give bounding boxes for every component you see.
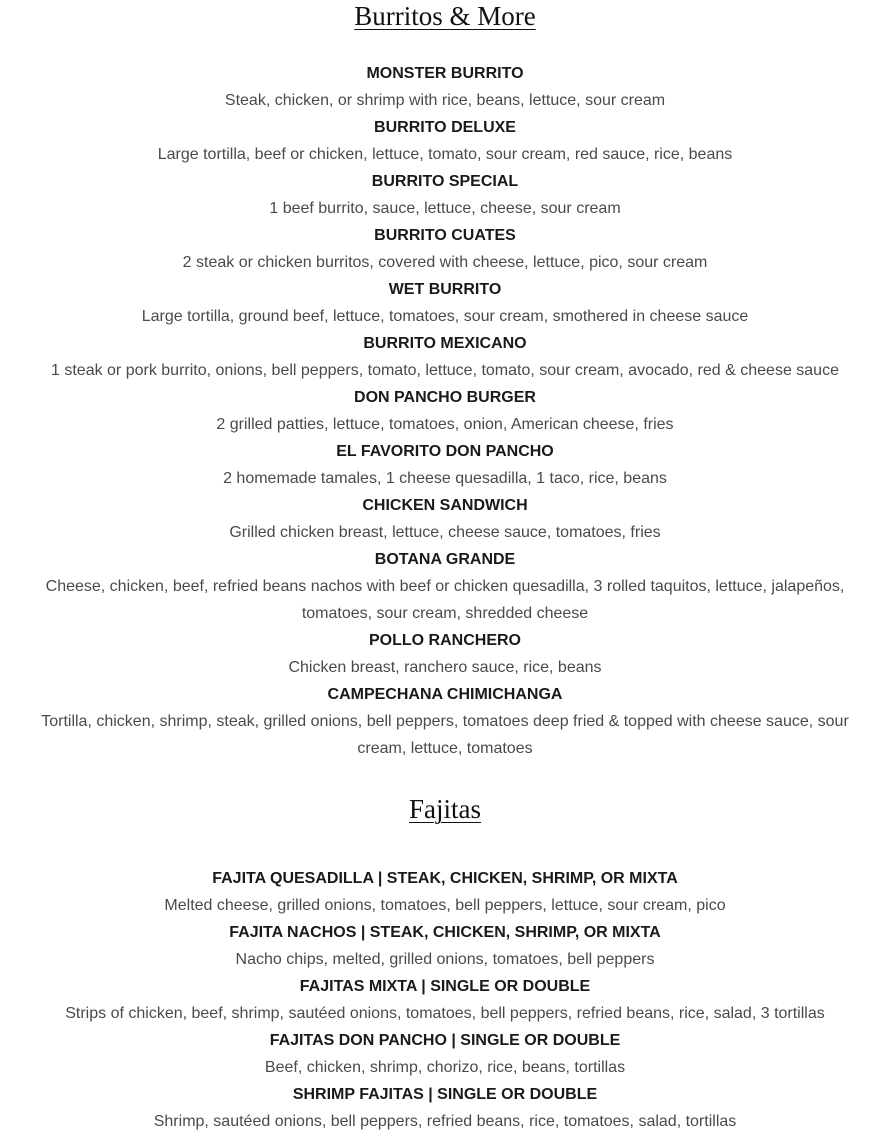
menu-item xyxy=(0,1027,890,1081)
menu-item-name: BURRITO DELUXE xyxy=(374,119,516,136)
menu-item-name: FAJITA NACHOS | STEAK, CHICKEN, SHRIMP, OR MIXTA xyxy=(229,924,661,941)
menu-item-description: 2 homemade tamales, 1 cheese quesadilla, 1 taco, rice, beans xyxy=(223,470,667,487)
menu-item xyxy=(0,438,890,492)
menu-item xyxy=(0,681,890,762)
menu-item-name: FAJITAS MIXTA | SINGLE OR DOUBLE xyxy=(299,978,591,995)
menu-item-list xyxy=(0,60,890,762)
menu-item-description: Cheese, chicken, beef, refried beans nachos with beef or chicken quesadilla, 3 rolled taquitos, lettuce, jalapeños, tomatoes, sour cream, shredded cheese xyxy=(45,578,845,622)
menu-item xyxy=(0,168,890,222)
menu-item xyxy=(0,627,890,681)
menu-item-description: Large tortilla, ground beef, lettuce, tomatoes, sour cream, smothered in cheese sauce xyxy=(141,308,749,325)
section-title: Fajitas xyxy=(409,794,481,824)
menu-item xyxy=(0,384,890,438)
menu-item-name: BURRITO CUATES xyxy=(374,227,516,244)
menu-item-description: Melted cheese, grilled onions, tomatoes, bell peppers, lettuce, sour cream, pico xyxy=(164,897,726,914)
menu-item-description: 2 steak or chicken burritos, covered with cheese, lettuce, pico, sour cream xyxy=(182,254,708,271)
menu-item-description: Nacho chips, melted, grilled onions, tomatoes, bell peppers xyxy=(235,951,655,968)
menu-item-name: WET BURRITO xyxy=(388,281,502,298)
menu-item-description: 1 beef burrito, sauce, lettuce, cheese, sour cream xyxy=(269,200,621,217)
menu-item-name: BURRITO MEXICANO xyxy=(363,335,527,352)
menu-item xyxy=(0,546,890,627)
menu-item-name: SHRIMP FAJITAS | SINGLE OR DOUBLE xyxy=(292,1086,598,1103)
menu-item-name: FAJITA QUESADILLA | STEAK, CHICKEN, SHRIMP, OR MIXTA xyxy=(212,870,678,887)
menu-item xyxy=(0,114,890,168)
menu-item xyxy=(0,330,890,384)
menu-item xyxy=(0,276,890,330)
menu-item-description: 2 grilled patties, lettuce, tomatoes, onion, American cheese, fries xyxy=(216,416,674,433)
menu-item xyxy=(0,919,890,973)
menu-item-name: POLLO RANCHERO xyxy=(369,632,521,649)
menu-item-name: BURRITO SPECIAL xyxy=(371,173,519,190)
menu-item-description: 1 steak or pork burrito, onions, bell peppers, tomato, lettuce, tomato, sour cream, avocado, red & cheese sauce xyxy=(51,362,839,379)
menu-item-name: BOTANA GRANDE xyxy=(374,551,516,568)
menu-item xyxy=(0,60,890,114)
menu-item-list xyxy=(0,865,890,1135)
menu-item-description: Grilled chicken breast, lettuce, cheese sauce, tomatoes, fries xyxy=(229,524,661,541)
menu-item-description: Large tortilla, beef or chicken, lettuce, tomato, sour cream, red sauce, rice, beans xyxy=(157,146,733,163)
menu-item xyxy=(0,222,890,276)
menu-item-name: CAMPECHANA CHIMICHANGA xyxy=(327,686,563,703)
menu-item-name: CHICKEN SANDWICH xyxy=(362,497,528,514)
section-title: Burritos & More xyxy=(354,1,536,31)
menu-item xyxy=(0,865,890,919)
menu-item-description: Steak, chicken, or shrimp with rice, beans, lettuce, sour cream xyxy=(224,92,666,109)
menu-item-name: DON PANCHO BURGER xyxy=(354,389,536,406)
menu-item-name: FAJITAS DON PANCHO | SINGLE OR DOUBLE xyxy=(269,1032,621,1049)
menu-item xyxy=(0,1081,890,1135)
menu-item xyxy=(0,492,890,546)
menu-item-description: Beef, chicken, shrimp, chorizo, rice, beans, tortillas xyxy=(264,1059,626,1076)
menu-item-name: MONSTER BURRITO xyxy=(366,65,524,82)
menu-item-description: Chicken breast, ranchero sauce, rice, beans xyxy=(288,659,602,676)
section-fajitas xyxy=(0,793,890,1135)
menu-item-description: Shrimp, sautéed onions, bell peppers, refried beans, rice, tomatoes, salad, tortillas xyxy=(153,1113,737,1130)
menu-item-name: EL FAVORITO DON PANCHO xyxy=(336,443,554,460)
menu-item xyxy=(0,973,890,1027)
menu-item-description: Strips of chicken, beef, shrimp, sautéed onions, tomatoes, bell peppers, refried beans, rice, salad, 3 tortillas xyxy=(65,1005,825,1022)
menu-item-description: Tortilla, chicken, shrimp, steak, grilled onions, bell peppers, tomatoes deep fried & topped with cheese sauce, sour cream, lettuce, tomatoes xyxy=(41,713,849,757)
